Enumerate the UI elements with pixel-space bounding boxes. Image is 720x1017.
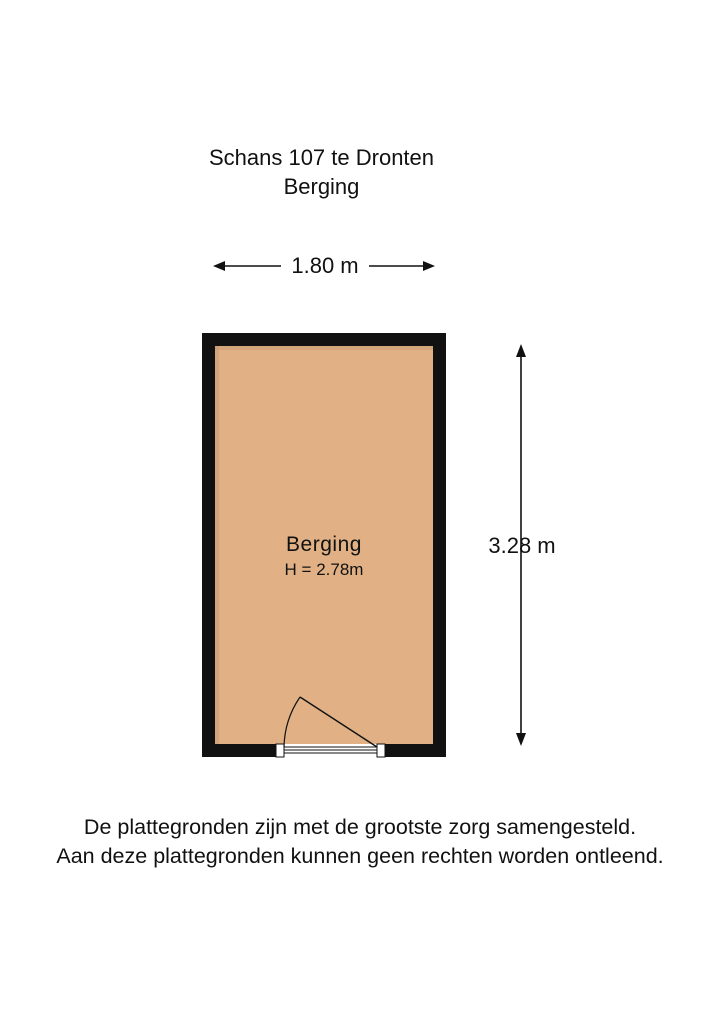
plan-title: [0, 143, 643, 201]
room-label: [244, 531, 404, 581]
disclaimer-line-2: Aan deze plattegronden kunnen geen rechten worden ontleend.: [56, 844, 664, 868]
room-name: Berging: [286, 533, 362, 556]
address-title: Schans 107 te Dronten: [208, 145, 435, 170]
width-dimension-label: 1.80 m: [281, 253, 369, 279]
floor-title: Berging: [283, 174, 360, 199]
disclaimer: [0, 813, 720, 871]
disclaimer-line-1: De plattegronden zijn met de grootste zorg samengesteld.: [83, 815, 637, 839]
room-height: H = 2.78m: [284, 560, 364, 579]
depth-dimension-label: 3.28 m: [488, 533, 556, 558]
